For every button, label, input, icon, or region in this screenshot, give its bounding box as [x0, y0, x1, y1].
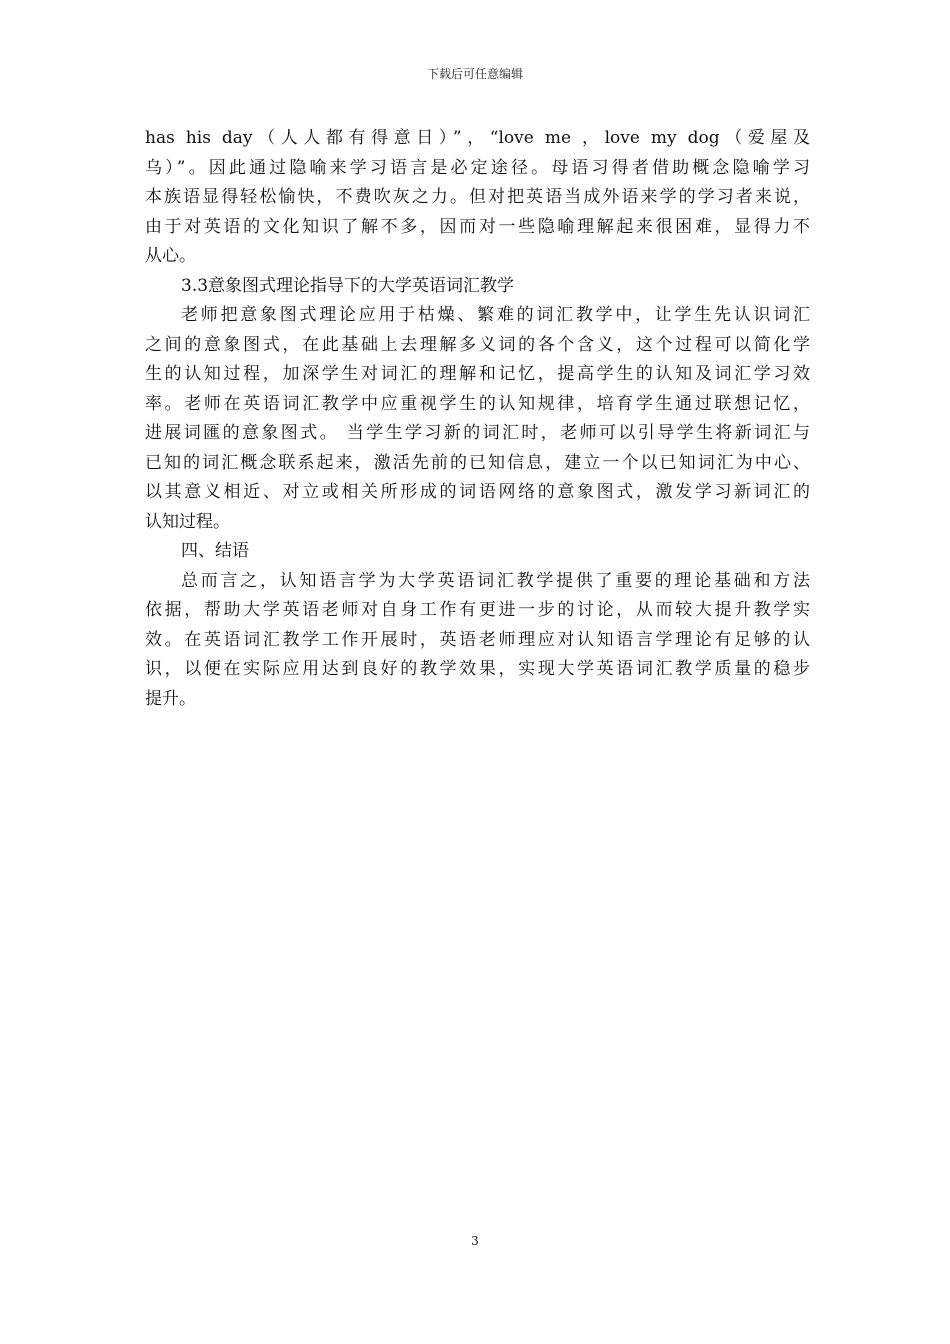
text-line: 率。老师在英语词汇教学中应重视学生的认知规律，培育学生通过联想记忆， [145, 393, 810, 414]
page-number: 3 [471, 1234, 479, 1248]
text-line: 由于对英语的文化知识了解不多，因而对一些隐喻理解起来很困难，显得力不 [145, 216, 810, 237]
section-heading: 3.3意象图式理论指导下的大学英语词汇教学 [181, 275, 515, 296]
text-line: 本族语显得轻松愉快，不费吹灰之力。但对把英语当成外语来学的学习者来说， [145, 187, 810, 207]
text-line: 进展词匯的意象图式。 当学生学习新的词汇时，老师可以引导学生将新词汇与 [145, 423, 810, 443]
document-body [145, 124, 810, 714]
text-line: 之间的意象图式，在此基础上去理解多义词的各个含义，这个过程可以简化学 [145, 334, 810, 355]
text-line: 总而言之，认知语言学为大学英语词汇教学提供了重要的理论基础和方法 [181, 570, 810, 591]
page-header: 下载后可任意编辑 [426, 67, 523, 81]
text-line: 生的认知过程，加深学生对词汇的理解和记忆，提高学生的认知及词汇学习效 [145, 364, 810, 384]
text-line: 老师把意象图式理论应用于枯燥、繁难的词汇教学中，让学生先认识词汇 [181, 305, 810, 325]
text-line: 认知过程。 [145, 511, 230, 532]
text-line: 提升。 [145, 688, 196, 709]
text-line: 以其意义相近、对立或相关所形成的词语网络的意象图式，激发学习新词汇的 [145, 482, 810, 502]
text-line: 乌）”。因此通过隐喻来学习语言是必定途径。母语习得者借助概念隐喻学习 [145, 157, 810, 178]
section-heading: 四、结语 [181, 541, 249, 561]
text-line: 依据，帮助大学英语老师对自身工作有更进一步的讨论，从而较大提升教学实 [145, 600, 810, 620]
text-line: 效。在英语词汇教学工作开展时，英语老师理应对认知语言学理论有足够的认 [145, 629, 810, 650]
text-line: 从心。 [145, 246, 196, 266]
text-line: has his day（人人都有得意日）”，“love me ，love my dog（爱屋及 [145, 128, 810, 148]
text-line: 已知的词汇概念联系起来，激活先前的已知信息，建立一个以已知词汇为中心、 [145, 452, 810, 473]
text-line: 识，以便在实际应用达到良好的教学效果，实现大学英语词汇教学质量的稳步 [145, 659, 810, 679]
